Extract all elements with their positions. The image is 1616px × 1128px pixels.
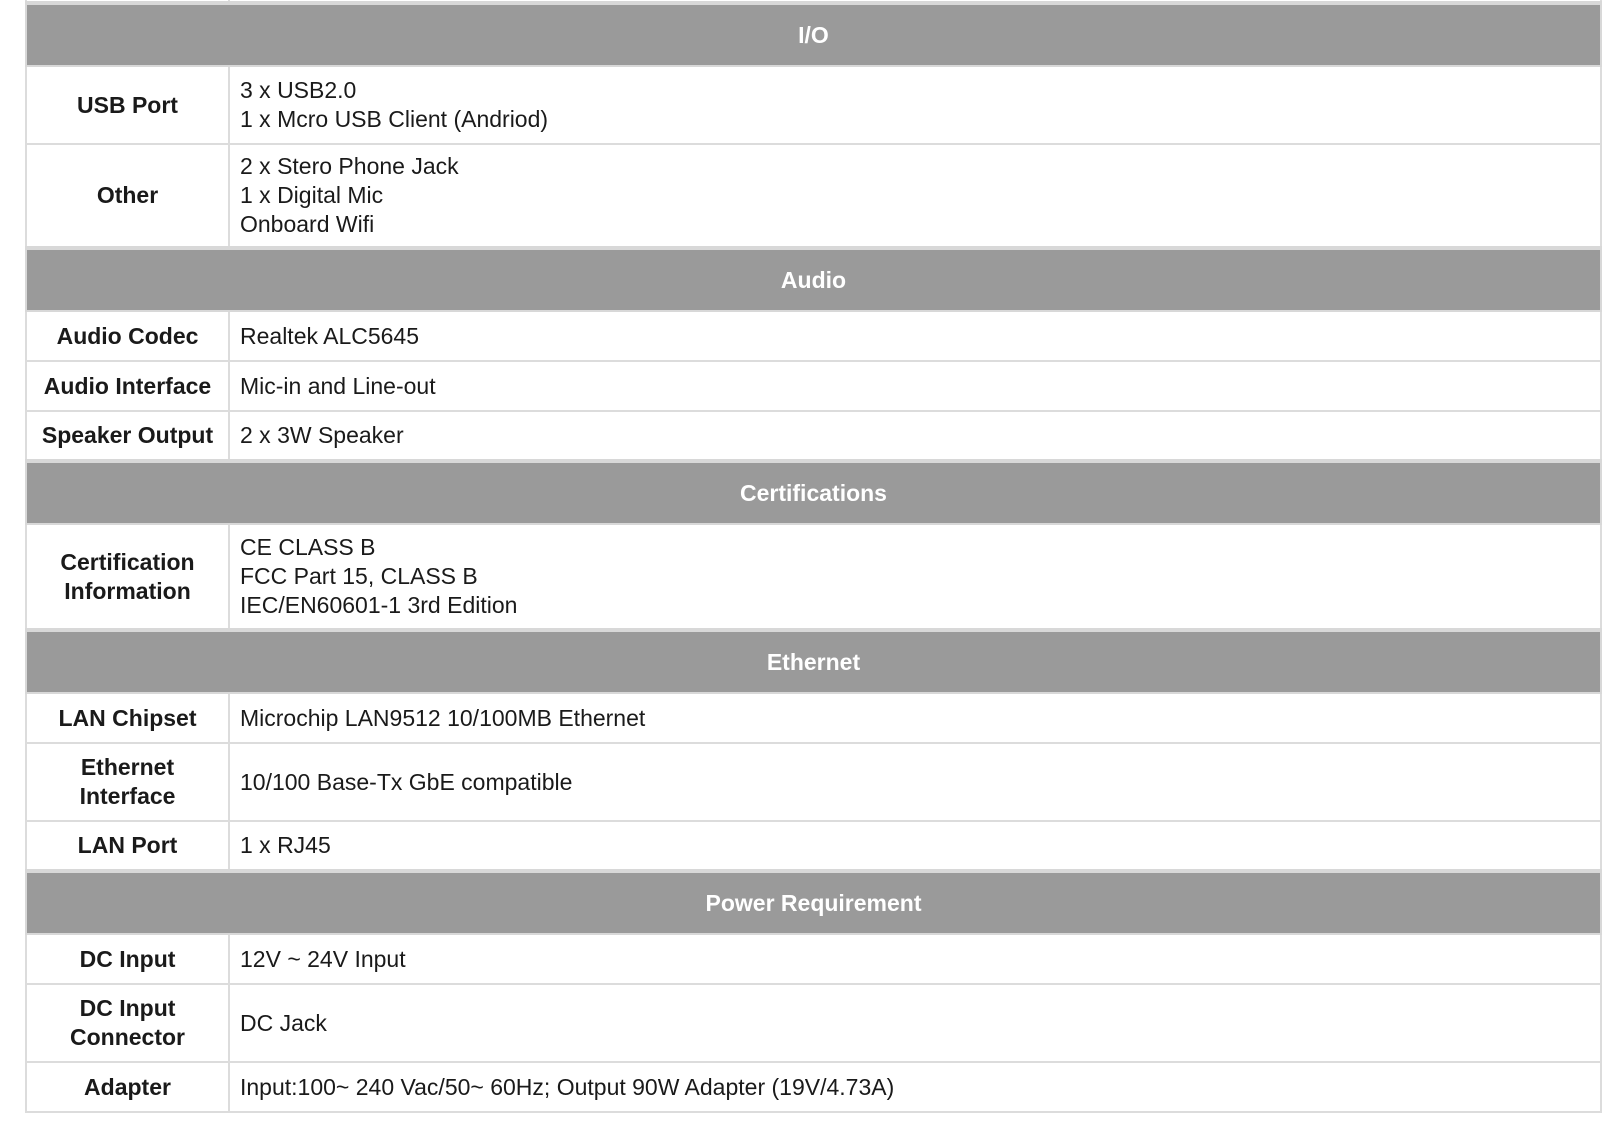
spec-table-container [25, 0, 1602, 1128]
spec-label: LAN Port [26, 821, 229, 871]
spec-value: Input:100~ 240 Vac/50~ 60Hz; Output 90W Adapter (19V/4.73A) [229, 1062, 1601, 1112]
spec-label: USB Port [26, 66, 229, 144]
spec-label: Speaker Output [26, 411, 229, 461]
spec-value: 3 x USB2.0 1 x Mcro USB Client (Andriod) [229, 66, 1601, 144]
spec-label: DC Input Connector [26, 984, 229, 1062]
spec-value: 12V ~ 24V Input [229, 934, 1601, 984]
spec-row-ethernet-interface [26, 743, 1601, 821]
section-title: Audio [26, 248, 1601, 311]
spec-value: 2 x 3W Speaker [229, 411, 1601, 461]
spec-table [25, 0, 1602, 1113]
spec-row-dc-input [26, 934, 1601, 984]
spec-label: Certification Information [26, 524, 229, 630]
spec-row-lan-chipset [26, 693, 1601, 743]
spec-label: Adapter [26, 1062, 229, 1112]
spec-value: Mic-in and Line-out [229, 361, 1601, 411]
spec-label: Audio Interface [26, 361, 229, 411]
spec-value: 2 x Stero Phone Jack 1 x Digital Mic Onboard Wifi [229, 144, 1601, 248]
spec-value: CE CLASS B FCC Part 15, CLASS B IEC/EN60601-1 3rd Edition [229, 524, 1601, 630]
section-header-io [26, 3, 1601, 66]
spec-label: DC Input [26, 934, 229, 984]
spec-row-usb-port [26, 66, 1601, 144]
spec-label: Ethernet Interface [26, 743, 229, 821]
spec-row-other [26, 144, 1601, 248]
section-header-certifications [26, 461, 1601, 524]
spec-row-audio-codec [26, 311, 1601, 361]
spec-row-audio-interface [26, 361, 1601, 411]
spec-value: Microchip LAN9512 10/100MB Ethernet [229, 693, 1601, 743]
spec-value: DC Jack [229, 984, 1601, 1062]
section-header-ethernet [26, 630, 1601, 693]
spec-label: Audio Codec [26, 311, 229, 361]
section-title: I/O [26, 3, 1601, 66]
spec-value: 10/100 Base-Tx GbE compatible [229, 743, 1601, 821]
spec-value: Realtek ALC5645 [229, 311, 1601, 361]
spec-label: LAN Chipset [26, 693, 229, 743]
spec-row-lan-port [26, 821, 1601, 871]
spec-label: Other [26, 144, 229, 248]
section-header-power-requirement [26, 871, 1601, 934]
section-title: Ethernet [26, 630, 1601, 693]
spec-row-adapter [26, 1062, 1601, 1112]
section-header-audio [26, 248, 1601, 311]
section-title: Certifications [26, 461, 1601, 524]
spec-value: 1 x RJ45 [229, 821, 1601, 871]
section-title: Power Requirement [26, 871, 1601, 934]
spec-row-certification-information [26, 524, 1601, 630]
spec-row-speaker-output [26, 411, 1601, 461]
spec-row-dc-input-connector [26, 984, 1601, 1062]
